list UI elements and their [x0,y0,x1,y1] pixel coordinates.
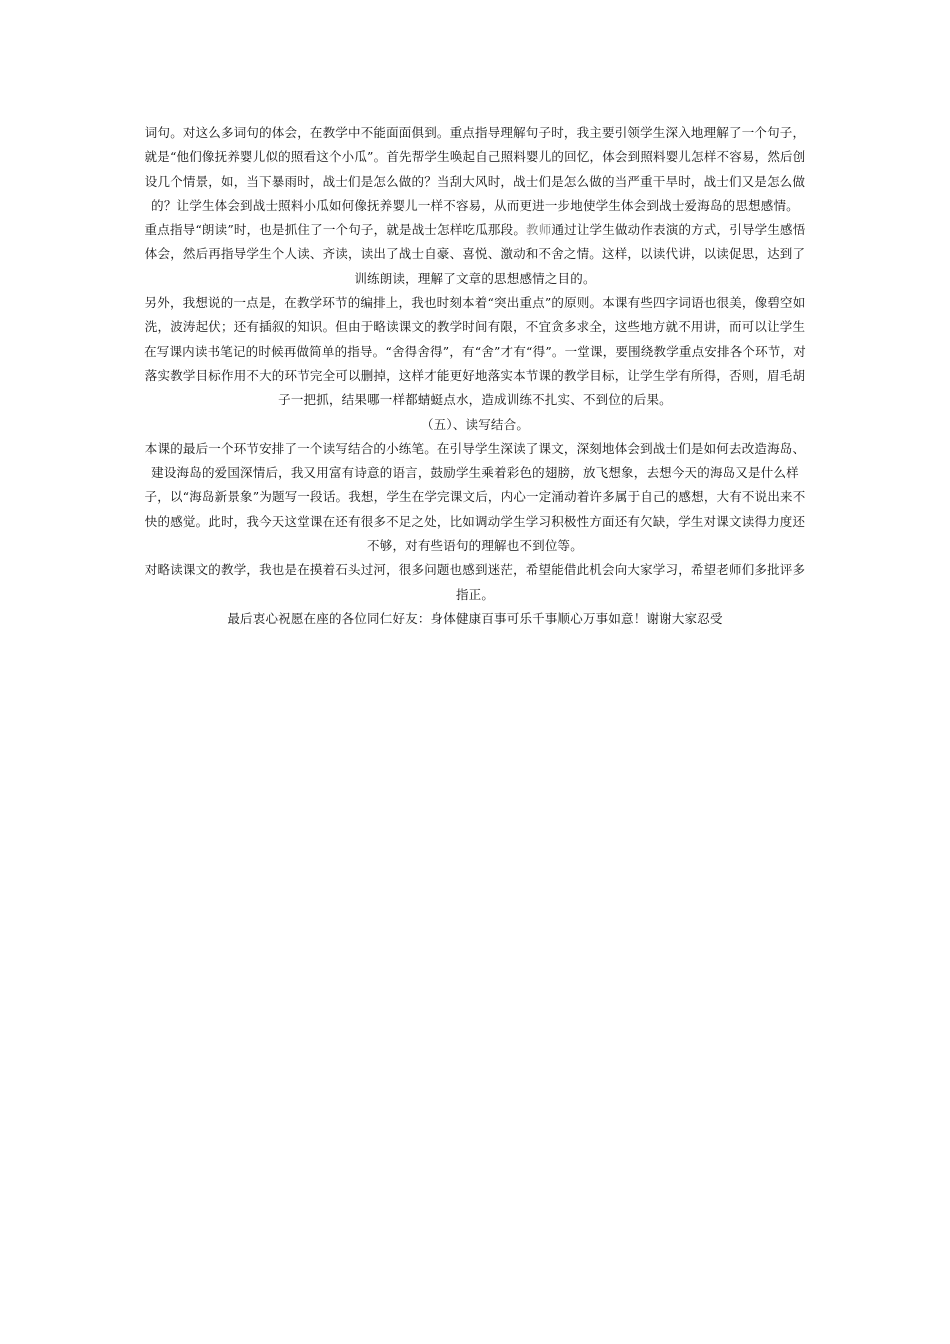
section-heading-reading-writing: （五）、读写结合。 [420,416,530,432]
paragraph-reading-teacher-word: 教师 [526,222,552,238]
paragraph-reading-text-start: 重点指导“朗读”时，也是抓住了一个句子，就是战士怎样吃瓜那段。 [144,222,527,238]
paragraph-reading-guidance [140,218,810,291]
paragraph-focus-principle: 另外，我想说的一点是，在教学环节的编排上，我也时刻本着“突出重点”的原则。本课有些四字词语也很美，像碧空如洗，波涛起伏；还有插叙的知识。但由于略读课文的教学时间有限，不宜贪多求全，这些地方就不用讲，而可以让学生在写课内读书笔记的时候再做简单的指导。“舍得舍得”，有“舍”才有“得”。一堂课，要围绕教学重点安排各个环节，对落实教学目标作用不大的环节完全可以删掉，这样才能更好地落实本节课的教学目标，让学生学有所得，否则，眉毛胡子一把抓，结果哪一样都蜻蜓点水，造成训练不扎实、不到位的后果。 [144,295,806,408]
document-body [140,121,810,631]
paragraph-reflection: 对略读课文的教学，我也是在摸着石头过河，很多问题也感到迷茫，希望能借此机会向大家学习，希望老师们多批评多指正。 [144,562,806,602]
paragraph-closing-wishes: 最后衷心祝愿在座的各位同仁好友：身体健康百事可乐千事顺心万事如意！谢谢大家忍受 [227,610,723,626]
paragraph-writing-practice: 本课的最后一个环节安排了一个读写结合的小练笔。在引导学生深读了课文，深刻地体会到战士们是如何去改造海岛、建设海岛的爱国深情后，我又用富有诗意的语言，鼓励学生乘着彩色的翅膀，放飞想象，去想今天的海岛又是什么样子，以“海岛新景象”为题写一段话。我想，学生在学完课文后，内心一定涌动着许多属于自己的感想，大有不说出来不快的感觉。此时，我今天这堂课在还有很多不足之处，比如调动学生学习积极性方面还有欠缺，学生对课文读得力度还不够，对有些语句的理解也不到位等。 [144,440,806,554]
paragraph-reading-text-end: 通过让学生做动作表演的方式，引导学生感悟体会，然后再指导学生个人读、齐读，读出了战士自豪、喜悦、激动和不舍之情。这样，以读代讲，以读促思，达到了训练朗读，理解了文章的思想感情之目的。 [144,222,806,286]
paragraph-sentence-understanding: 词句。对这么多词句的体会，在教学中不能面面俱到。重点指导理解句子时，我主要引领学生深入地理解了一个句子，就是“他们像抚养婴儿似的照看这个小瓜”。首先帮学生唤起自己照料婴儿的回忆，体会到照料婴儿怎样不容易，然后创设几个情景，如，当下暴雨时，战士们是怎么做的？当刮大风时，战士们是怎么做的当严重干旱时，战士们又是怎么做的？让学生体会到战士照料小瓜如何像抚养婴儿一样不容易，从而更进一步地使学生体会到战士爱海岛的思想感情。 [144,125,806,213]
